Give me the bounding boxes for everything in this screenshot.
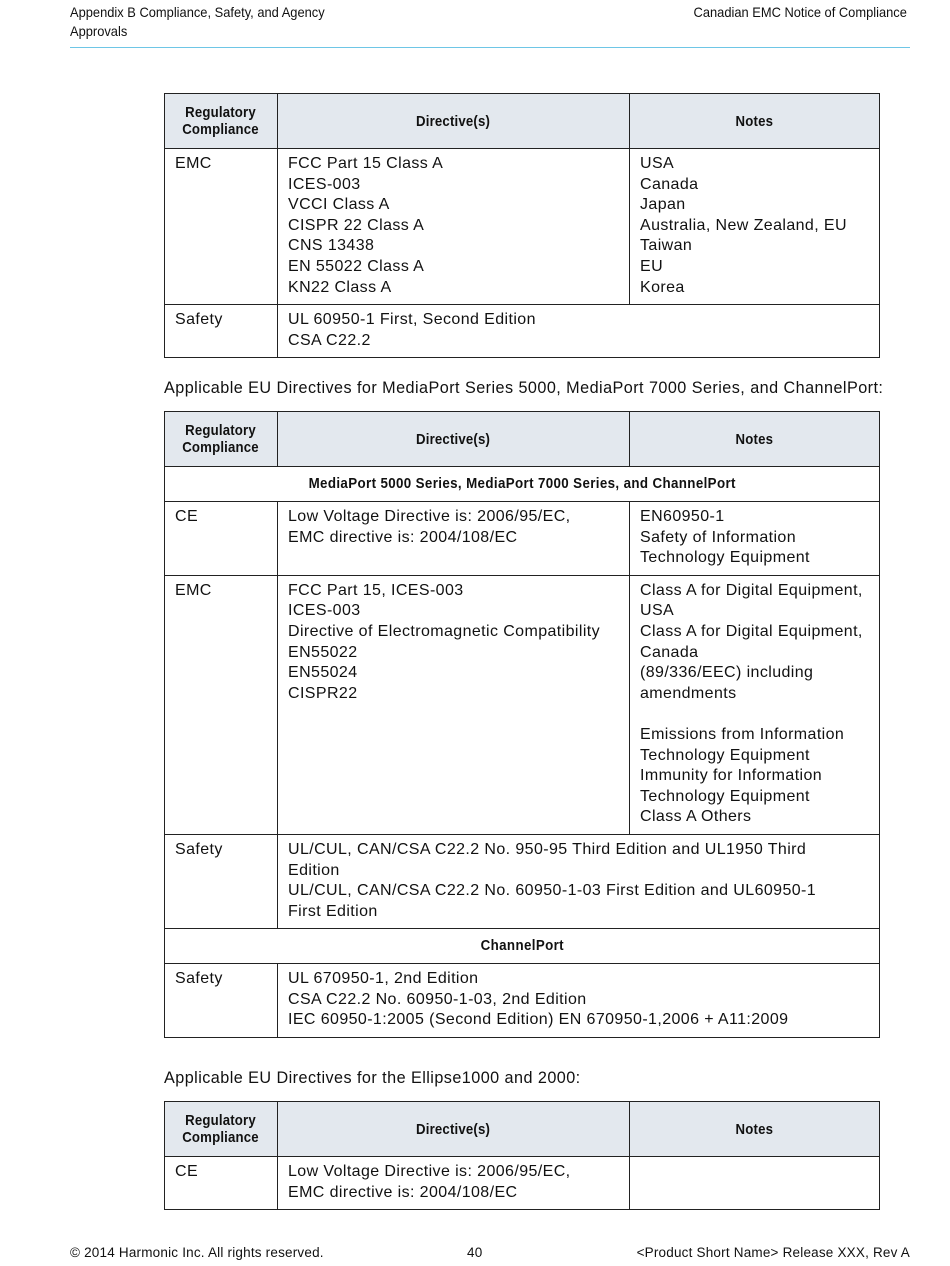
intro-ellipse: Applicable EU Directives for the Ellipse1000 and 2000: — [164, 1069, 581, 1087]
footer-page-number: 40 — [467, 1245, 483, 1260]
header-directives: Directive(s) — [278, 1102, 630, 1157]
compliance-table-3 — [164, 1101, 879, 1210]
compliance-cell: Safety — [165, 964, 278, 1038]
compliance-cell: CE — [165, 1157, 278, 1210]
group-title-mediaport: MediaPort 5000 Series, MediaPort 7000 Series, and ChannelPort — [165, 467, 880, 502]
table-row — [165, 305, 880, 358]
group-title-channelport: ChannelPort — [165, 929, 880, 964]
section-title: Canadian EMC Notice of Compliance — [693, 4, 907, 20]
header-notes: Notes — [630, 1102, 880, 1157]
directives-cell: UL 60950-1 First, Second Edition CSA C22.2 — [278, 305, 880, 358]
header-regulatory-compliance: Regulatory Compliance — [165, 1102, 278, 1157]
header-regulatory-compliance: Regulatory Compliance — [165, 94, 278, 149]
header-notes: Notes — [630, 94, 880, 149]
compliance-cell: CE — [165, 502, 278, 576]
table-header-row — [165, 1102, 880, 1157]
header-notes: Notes — [630, 412, 880, 467]
compliance-cell: Safety — [165, 305, 278, 358]
footer-product: <Product Short Name> Release XXX, Rev A — [636, 1245, 910, 1260]
directives-cell: FCC Part 15 Class A ICES-003 VCCI Class A CISPR 22 Class A CNS 13438 EN 55022 Class A KN22 Class A — [278, 149, 630, 305]
header-directives: Directive(s) — [278, 94, 630, 149]
table-row — [165, 1157, 880, 1210]
compliance-table-2 — [164, 411, 879, 1038]
table-header-row — [165, 94, 880, 149]
table-row — [165, 964, 880, 1038]
notes-cell: EN60950-1 Safety of Information Technology Equipment — [630, 502, 880, 576]
page-header — [70, 3, 910, 48]
directives-cell: UL/CUL, CAN/CSA C22.2 No. 950-95 Third Edition and UL1950 Third Edition UL/CUL, CAN/CSA C22.2 No. 60950-1-03 First Edition and UL60950-1 First Edition — [278, 834, 880, 928]
compliance-cell: EMC — [165, 149, 278, 305]
chapter-title — [70, 3, 346, 41]
directives-cell: Low Voltage Directive is: 2006/95/EC, EMC directive is: 2004/108/EC — [278, 1157, 630, 1210]
chapter-title-line2: Approvals — [70, 23, 128, 39]
header-regulatory-compliance: Regulatory Compliance — [165, 412, 278, 467]
notes-cell — [630, 1157, 880, 1210]
compliance-table-1 — [164, 93, 879, 358]
intro-mediaport: Applicable EU Directives for MediaPort Series 5000, MediaPort 7000 Series, and ChannelPort: — [164, 379, 884, 397]
compliance-cell: EMC — [165, 575, 278, 834]
footer-copyright: © 2014 Harmonic Inc. All rights reserved. — [70, 1245, 324, 1260]
group-row — [165, 929, 880, 964]
directives-cell: Low Voltage Directive is: 2006/95/EC, EMC directive is: 2004/108/EC — [278, 502, 630, 576]
table-row — [165, 149, 880, 305]
notes-cell: Class A for Digital Equipment, USA Class A for Digital Equipment, Canada (89/336/EEC) including amendments Emissions from Information Technology Equipment Immunity for Information Technology Equipment Class A Others — [630, 575, 880, 834]
table-row — [165, 502, 880, 576]
table-header-row — [165, 412, 880, 467]
chapter-title-line1: Appendix B Compliance, Safety, and Agency — [70, 4, 325, 20]
group-row — [165, 467, 880, 502]
directives-cell: FCC Part 15, ICES-003 ICES-003 Directive of Electromagnetic Compatibility EN55022 EN55024 CISPR22 — [278, 575, 630, 834]
compliance-cell: Safety — [165, 834, 278, 928]
directives-cell: UL 670950-1, 2nd Edition CSA C22.2 No. 60950-1-03, 2nd Edition IEC 60950-1:2005 (Second Edition) EN 670950-1,2006 + A11:2009 — [278, 964, 880, 1038]
table-row — [165, 575, 880, 834]
header-directives: Directive(s) — [278, 412, 630, 467]
notes-cell: USA Canada Japan Australia, New Zealand, EU Taiwan EU Korea — [630, 149, 880, 305]
table-row — [165, 834, 880, 928]
